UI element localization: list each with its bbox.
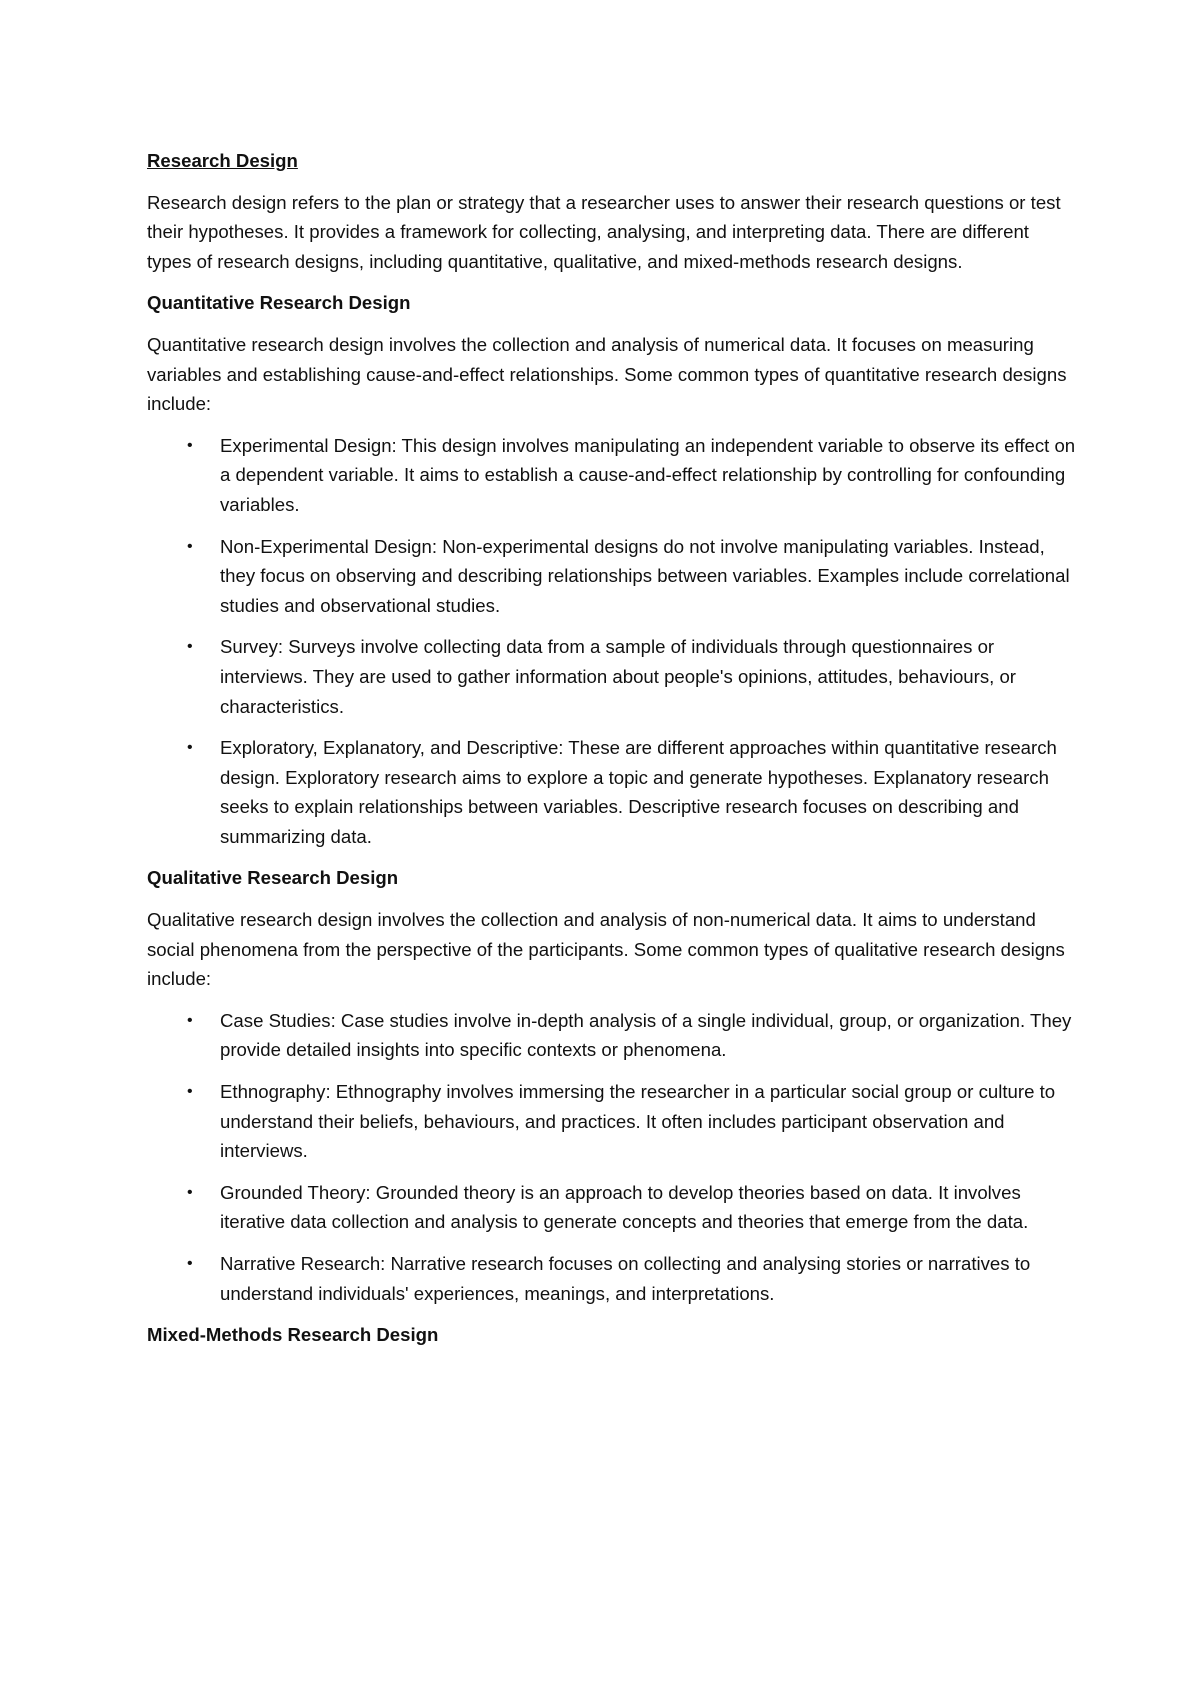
list-item <box>147 1178 1077 1237</box>
list-item <box>147 733 1077 851</box>
document-title: Research Design <box>147 150 298 171</box>
bullet-icon: • <box>187 1255 193 1272</box>
bullet-icon: • <box>187 1011 193 1029</box>
list-item-text: Ethnography: Ethnography involves immersing the researcher in a particular social group or culture to understand their beliefs, behaviours, and practices. It often includes participant observation and interviews. <box>220 1081 1056 1162</box>
list-item-text: Non-Experimental Design: Non-experimental designs do not involve manipulating variables. Instead, they focus on observing and describing relationships between variables. Examples include correlational studies and observational studies. <box>220 535 1070 616</box>
bullet-icon: • <box>187 638 193 656</box>
quantitative-list <box>147 431 1077 852</box>
list-item-text: Case Studies: Case studies involve in-depth analysis of a single individual, group, or organization. They provide detailed insights into specific contexts or phenomena. <box>220 1009 1072 1061</box>
list-item-text: Narrative Research: Narrative research focuses on collecting and analysing stories or narratives to understand individuals' experiences, meanings, and interpretations. <box>220 1253 1031 1304</box>
list-item <box>147 632 1077 721</box>
qualitative-list <box>147 1006 1077 1308</box>
intro-paragraph: Research design refers to the plan or strategy that a researcher uses to answer their research questions or test their hypotheses. It provides a framework for collecting, analysing, and interpreting data. There are different types of research designs, including quantitative, qualitative, and mixed-methods research designs. <box>147 191 1061 272</box>
bullet-icon: • <box>187 537 193 555</box>
bullet-icon: • <box>187 739 193 757</box>
list-item-text: Exploratory, Explanatory, and Descriptive: These are different approaches within quantitative research design. Exploratory research aims to explore a topic and generate hypotheses. Explanatory research seeks to explain relationships between variables. Descriptive research focuses on describing and summarizing data. <box>220 737 1057 847</box>
mixed-methods-heading: Mixed-Methods Research Design <box>147 1324 439 1346</box>
list-item <box>147 1077 1077 1166</box>
bullet-icon: • <box>187 1183 193 1201</box>
document-body <box>147 146 1077 1362</box>
quantitative-heading: Quantitative Research Design <box>147 292 411 314</box>
list-item <box>147 532 1077 621</box>
bullet-icon: • <box>187 1083 193 1101</box>
list-item <box>147 431 1077 520</box>
list-item <box>147 1006 1077 1065</box>
list-item <box>147 1249 1077 1308</box>
list-item-text: Grounded Theory: Grounded theory is an approach to develop theories based on data. It involves iterative data collection and analysis to generate concepts and theories that emerge from the data. <box>220 1181 1029 1233</box>
qualitative-heading: Qualitative Research Design <box>147 867 399 889</box>
qualitative-intro: Qualitative research design involves the collection and analysis of non-numerical data. It aims to understand social phenomena from the perspective of the participants. Some common types of qualitative research designs include: <box>147 909 1065 990</box>
bullet-icon: • <box>187 436 193 454</box>
quantitative-intro: Quantitative research design involves the collection and analysis of numerical data. It focuses on measuring variables and establishing cause-and-effect relationships. Some common types of quantitative research designs include: <box>147 333 1067 415</box>
list-item-text: Experimental Design: This design involves manipulating an independent variable to observe its effect on a dependent variable. It aims to establish a cause-and-effect relationship by controlling for confounding variables. <box>220 434 1076 515</box>
list-item-text: Survey: Surveys involve collecting data from a sample of individuals through questionnaires or interviews. They are used to gather information about people's opinions, attitudes, behaviours, or characteristics. <box>220 636 1016 717</box>
